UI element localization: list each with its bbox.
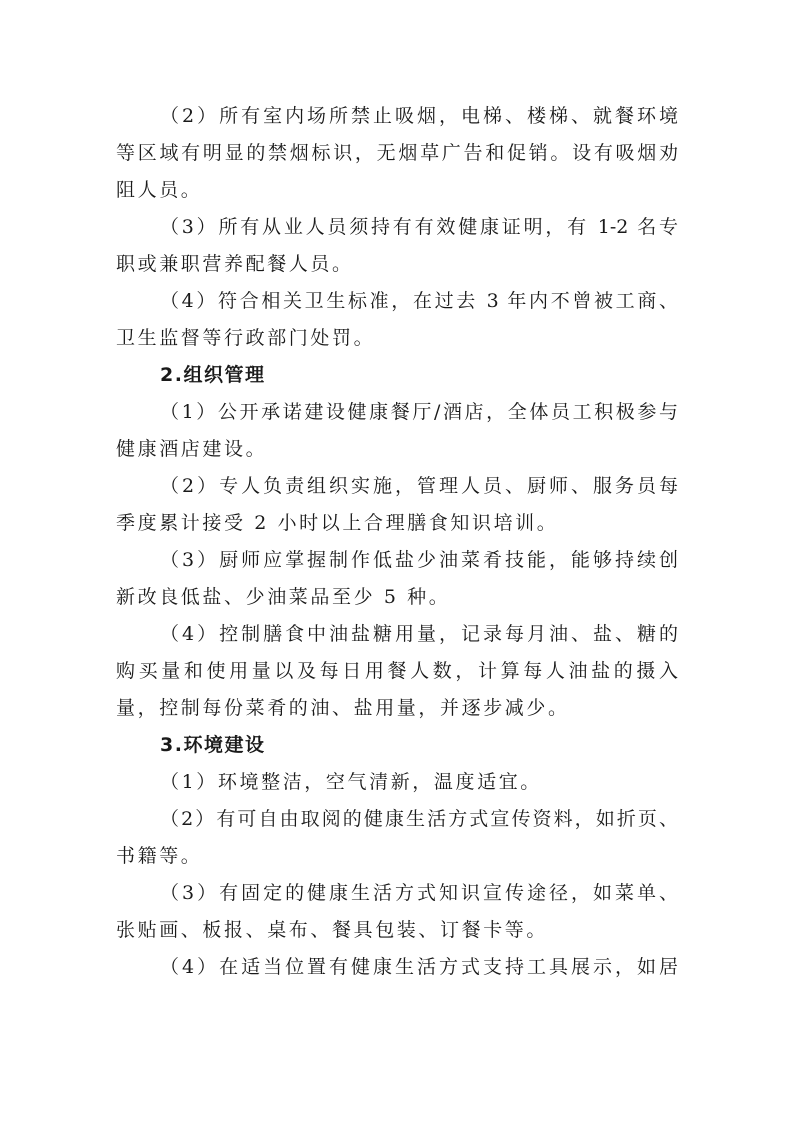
text-line: 职或兼职营养配餐人员。 xyxy=(116,253,354,275)
text-line: （3）所有从业人员须持有有效健康证明，有 1-2 名专 xyxy=(160,216,678,238)
text-line: （2）有可自由取阅的健康生活方式宣传资料，如折页、 xyxy=(160,808,678,830)
text-line: （1）环境整洁，空气清新，温度适宜。 xyxy=(160,771,542,793)
text-line: 卫生监督等行政部门处罚。 xyxy=(116,327,376,349)
section-heading: 3.环境建设 xyxy=(160,734,266,756)
section-heading: 2.组织管理 xyxy=(160,364,266,386)
text-line: 量，控制每份菜肴的油、盐用量，并逐步减少。 xyxy=(116,697,570,719)
text-line: （1）公开承诺建设健康餐厅/酒店，全体员工积极参与 xyxy=(160,401,678,423)
text-line: （4）符合相关卫生标准，在过去 3 年内不曾被工商、 xyxy=(160,290,678,312)
text-line: 新改良低盐、少油菜品至少 5 种。 xyxy=(116,586,451,608)
text-line: （4）在适当位置有健康生活方式支持工具展示，如居 xyxy=(160,956,678,978)
text-line: 健康酒店建设。 xyxy=(116,438,268,460)
text-line: 等区域有明显的禁烟标识，无烟草广告和促销。设有吸烟劝 xyxy=(116,142,678,164)
text-line: （3）有固定的健康生活方式知识宣传途径，如菜单、 xyxy=(160,882,678,904)
text-line: 书籍等。 xyxy=(116,845,203,867)
text-line: （2）专人负责组织实施，管理人员、厨师、服务员每 xyxy=(160,475,678,497)
text-line: 阻人员。 xyxy=(116,179,203,201)
text-line: 购买量和使用量以及每日用餐人数，计算每人油盐的摄入 xyxy=(116,660,678,682)
text-line: （2）所有室内场所禁止吸烟，电梯、楼梯、就餐环境 xyxy=(160,105,678,127)
text-line: 张贴画、板报、桌布、餐具包装、订餐卡等。 xyxy=(116,919,549,941)
document-page xyxy=(116,98,678,986)
text-line: 季度累计接受 2 小时以上合理膳食知识培训。 xyxy=(116,512,559,534)
text-line: （4）控制膳食中油盐糖用量，记录每月油、盐、糖的 xyxy=(160,623,678,645)
text-line: （3）厨师应掌握制作低盐少油菜肴技能，能够持续创 xyxy=(160,549,678,571)
